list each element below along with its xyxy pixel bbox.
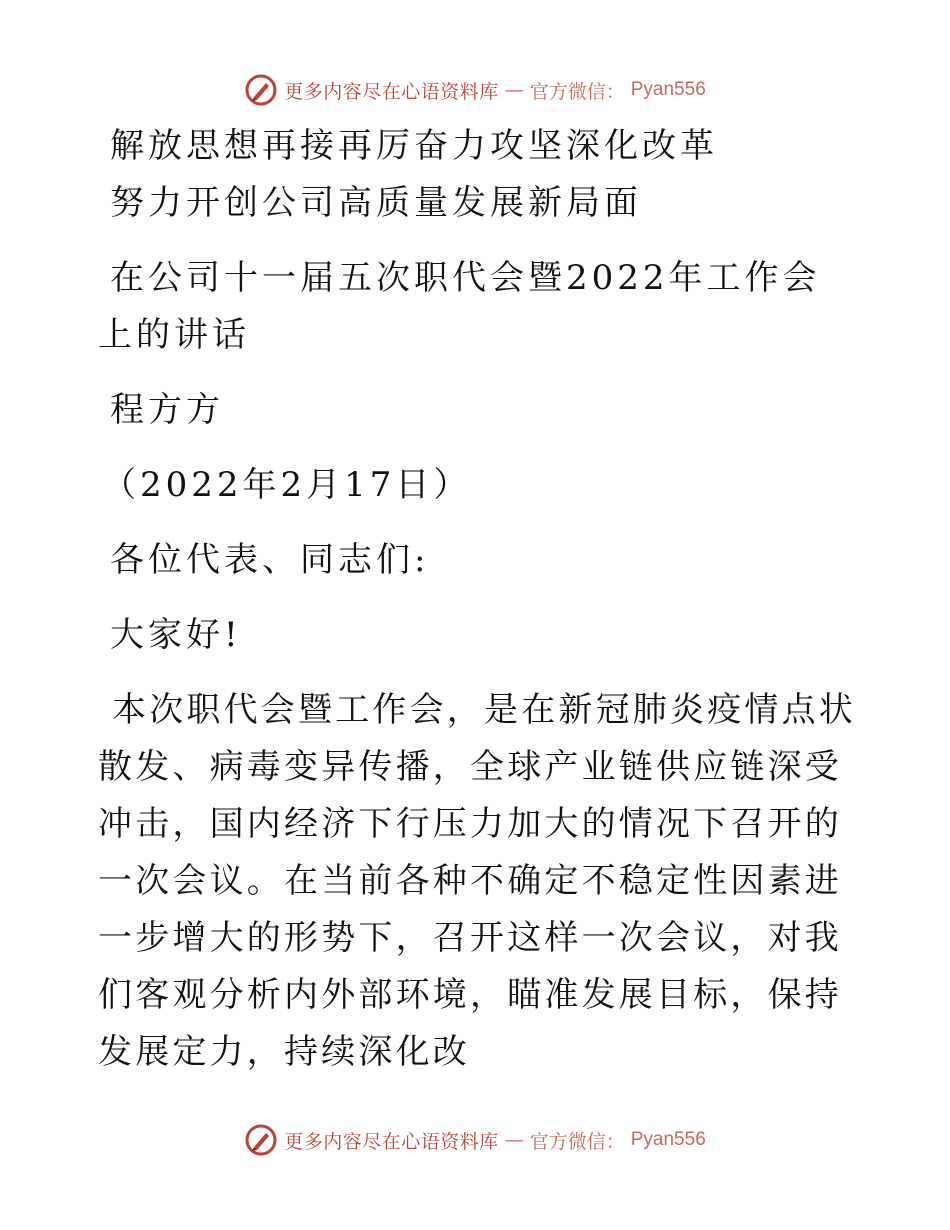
document-body bbox=[98, 118, 858, 1081]
body-paragraph-1: 本次职代会暨工作会，是在新冠肺炎疫情点状散发、病毒变异传播，全球产业链供应链深受冲击，国内经济下行压力加大的情况下召开的一次会议。在当前各种不确定不稳定性因素进一步增大的形势下，召开这样一次会议，对我们客观分析内外部环境，瞄准发展目标，保持发展定力，持续深化改 bbox=[98, 690, 856, 1072]
pen-nib-logo-icon bbox=[244, 1123, 278, 1157]
header-watermark-banner bbox=[0, 70, 950, 110]
title-line-2: 努力开创公司高质量发展新局面 bbox=[110, 183, 642, 223]
banner-separator: — bbox=[504, 79, 524, 101]
speech-subtitle: 在公司十一届五次职代会暨2022年工作会上的讲话 bbox=[98, 258, 821, 355]
banner-wechat-id: Pyan556 bbox=[630, 1129, 706, 1150]
banner-separator: — bbox=[504, 1129, 524, 1151]
banner-wechat-id: Pyan556 bbox=[630, 79, 706, 100]
author-name: 程方方 bbox=[110, 390, 224, 430]
pen-nib-logo-icon bbox=[244, 73, 278, 107]
salutation: 各位代表、同志们: bbox=[110, 540, 430, 580]
speech-date: （2022年2月17日） bbox=[102, 465, 472, 505]
greeting: 大家好! bbox=[110, 615, 242, 655]
banner-slogan: 更多内容尽在心语资料库 bbox=[284, 80, 499, 103]
banner-slogan: 更多内容尽在心语资料库 bbox=[284, 1130, 499, 1153]
banner-contact-label: 官方微信： bbox=[529, 1130, 625, 1153]
title-line-1: 解放思想再接再厉奋力攻坚深化改革 bbox=[110, 126, 718, 166]
footer-watermark-banner bbox=[0, 1120, 950, 1160]
banner-contact-label: 官方微信： bbox=[529, 80, 625, 103]
